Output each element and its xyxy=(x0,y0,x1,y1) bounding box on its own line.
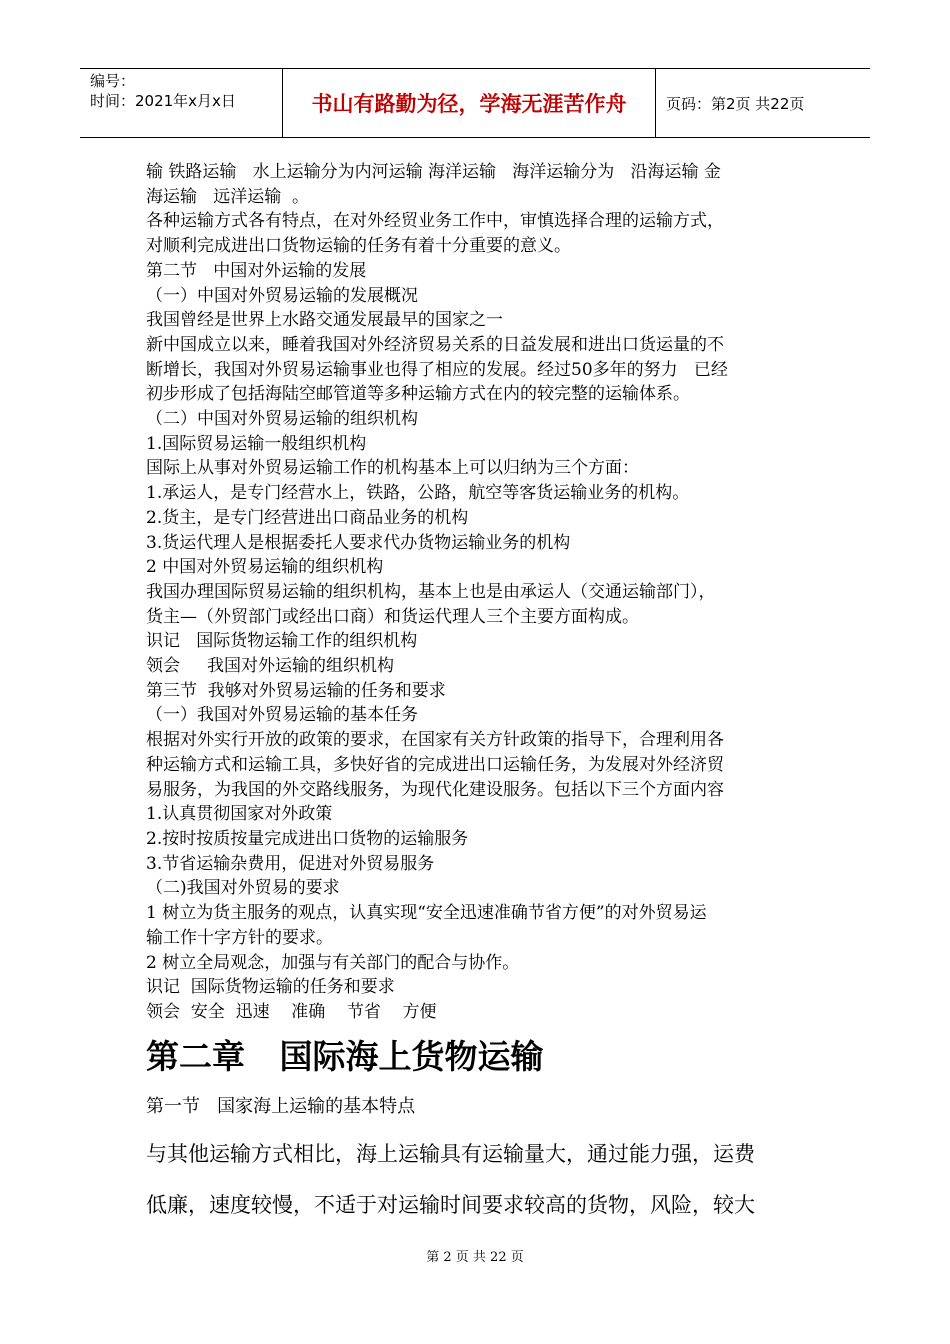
chapter-title: 第二章 国际海上货物运输 xyxy=(146,1037,544,1076)
text-line: 输 铁路运输 水上运输分为内河运输 海洋运输 海洋运输分为 沿海运输 金 xyxy=(146,162,721,182)
text-line: 根据对外实行开放的政策的要求，在国家有关方针政策的指导下，合理利用各 xyxy=(146,730,724,751)
text-line: 输工作十字方针的要求。 xyxy=(146,927,333,948)
section-heading: 第三节 我够对外贸易运输的任务和要求 xyxy=(146,680,446,701)
paragraph-line: 与其他运输方式相比，海上运输具有运输量大，通过能力强，运费 xyxy=(146,1142,755,1166)
text-line: 初步形成了包括海陆空邮管道等多种运输方式在内的较完整的运输体系。 xyxy=(146,384,690,405)
text-line: 各种运输方式各有特点，在对外经贸业务工作中，审慎选择合理的运输方式， xyxy=(146,211,724,232)
text-line: 1 树立为货主服务的观点，认真实现“安全迅速准确节省方便”的对外贸易运 xyxy=(146,903,707,924)
subsection-heading: （一）中国对外贸易运输的发展概况 xyxy=(146,285,418,306)
page-footer: 第 2 页 共 22 页 xyxy=(426,1250,524,1265)
text-line: 2.按时按质按量完成进出口货物的运输服务 xyxy=(146,828,469,849)
text-line: 2 中国对外贸易运输的组织机构 xyxy=(146,557,384,578)
text-line: 海运输 远洋运输 。 xyxy=(146,186,310,207)
subsection-heading: （一）我国对外贸易运输的基本任务 xyxy=(146,705,418,726)
text-line: 领会 我国对外运输的组织机构 xyxy=(146,656,395,677)
text-line: 新中国成立以来，睡着我国对外经济贸易关系的日益发展和进出口货运量的不 xyxy=(146,334,724,355)
text-line: 2.货主，是专门经营进出口商品业务的机构 xyxy=(146,507,469,528)
text-line: 3.货运代理人是根据委托人要求代办货物运输业务的机构 xyxy=(146,532,571,553)
text-line: 货主—（外贸部门或经出口商）和货运代理人三个主要方面构成。 xyxy=(146,606,639,627)
page-header xyxy=(80,68,870,138)
text-line: 我国办理国际贸易运输的组织机构，基本上也是由承运人（交通运输部门）， xyxy=(146,581,716,602)
body-text xyxy=(146,160,810,1025)
subsection-heading: （二）中国对外贸易运输的组织机构 xyxy=(146,409,418,430)
text-line: 3.节省运输杂费用，促进对外贸易服务 xyxy=(146,853,435,874)
text-line: 我国曾经是世界上水路交通发展最早的国家之一 xyxy=(146,310,503,331)
text-line: 国际上从事对外贸易运输工作的机构基本上可以归纳为三个方面： xyxy=(146,458,639,479)
document-number-label: 编号： xyxy=(90,72,136,90)
text-line: 领会 安全 迅速 准确 节省 方便 xyxy=(146,1001,437,1022)
header-meta xyxy=(80,69,283,137)
text-line: 识记 国际货物运输工作的组织机构 xyxy=(146,631,418,652)
text-line: 1.承运人，是专门经营水上，铁路，公路，航空等客货运输业务的机构。 xyxy=(146,483,690,504)
header-page-info: 页码：第2页 共22页 xyxy=(666,94,805,113)
header-motto: 书山有路勤为径，学海无涯苦作舟 xyxy=(283,69,656,137)
section-title: 第一节 国家海上运输的基本特点 xyxy=(146,1096,416,1117)
text-line: 识记 国际货物运输的任务和要求 xyxy=(146,977,395,998)
text-line: 种运输方式和运输工具，多快好省的完成进出口运输任务，为发展对外经济贸 xyxy=(146,754,724,775)
text-line: 1.认真贯彻国家对外政策 xyxy=(146,804,333,825)
text-line: 对顺利完成进出口货物运输的任务有着十分重要的意义。 xyxy=(146,236,571,257)
text-line: 断增长，我国对外贸易运输事业也得了相应的发展。经过50多年的努力 已经 xyxy=(146,359,728,380)
section-heading: 第二节 中国对外运输的发展 xyxy=(146,260,367,281)
text-line: 1.国际贸易运输一般组织机构 xyxy=(146,433,367,454)
subsection-heading: （二)我国对外贸易的要求 xyxy=(146,878,340,899)
text-line: 易服务，为我国的外交路线服务，为现代化建设服务。包括以下三个方面内容 xyxy=(146,779,724,800)
document-date-label: 时间：2021年x月x日 xyxy=(90,92,236,110)
paragraph-line: 低廉，速度较慢，不适于对运输时间要求较高的货物，风险，较大 xyxy=(146,1193,755,1217)
text-line: 2 树立全局观念，加强与有关部门的配合与协作。 xyxy=(146,952,520,973)
